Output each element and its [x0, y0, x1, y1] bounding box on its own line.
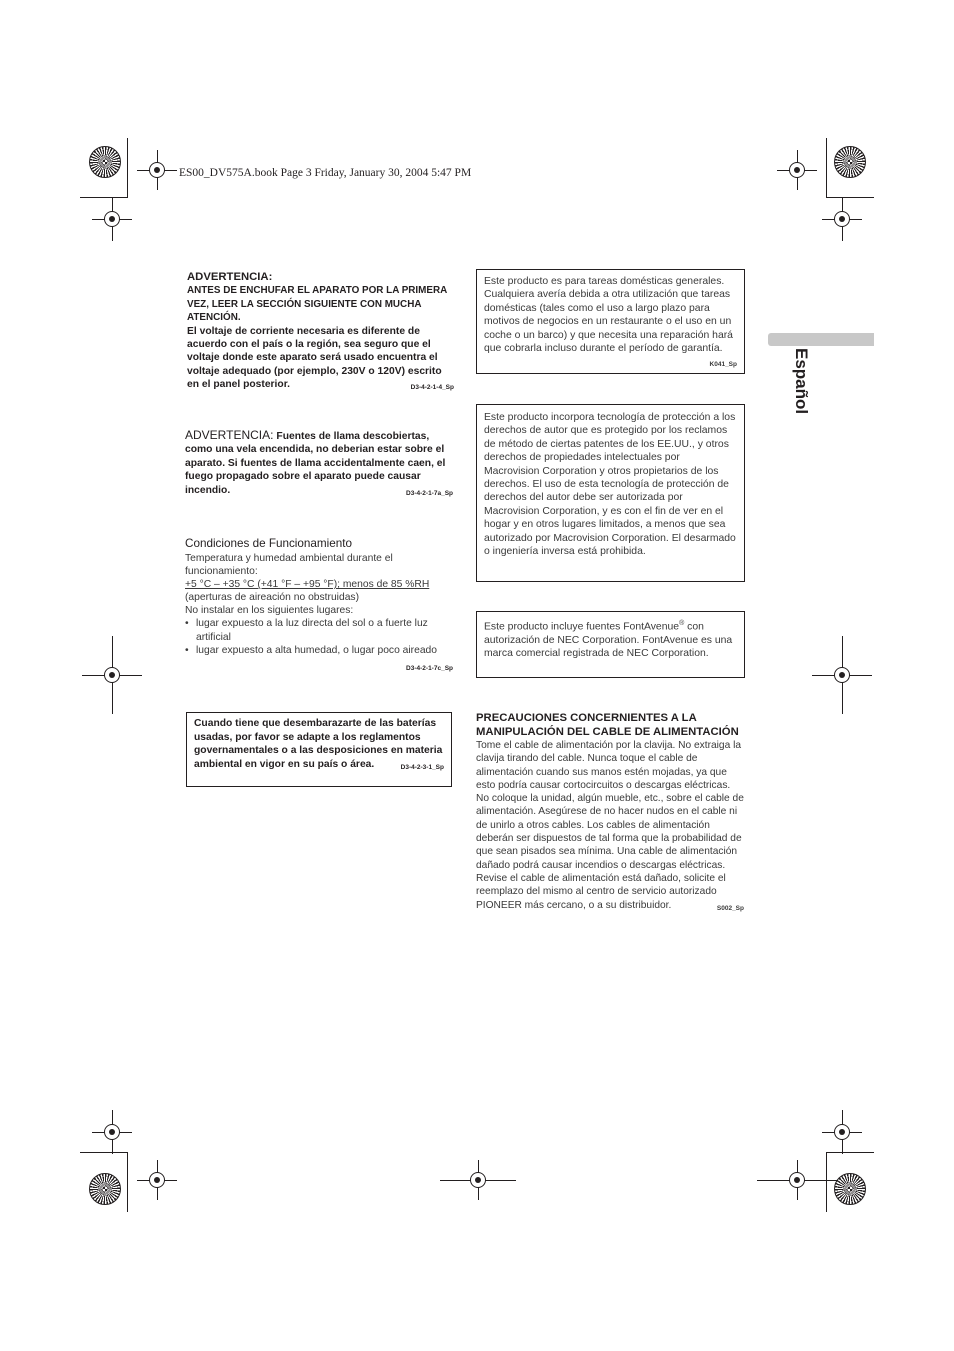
warning-body-text: Fuentes de llama descobiertas, como una vela encendida, no deberian estar sobre el aparato. Si fuentes de llama accidentalmente caen, el fuego propagado sobre el aparato puede causar incendio. — [185, 431, 446, 496]
reference-code: D3-4-2-1-7c_Sp — [406, 664, 453, 672]
reference-code: D3-4-2-1-4_Sp — [410, 384, 454, 392]
warning-voltage — [187, 271, 454, 395]
registration-crosshair-icon — [812, 636, 872, 714]
macrovision-box — [476, 404, 745, 582]
reference-code: S002_Sp — [716, 904, 744, 912]
crop-mark — [826, 138, 827, 198]
print-header: ES00_DV575A.book Page 3 Friday, January 30, 2004 5:47 PM — [179, 167, 472, 179]
registration-crosshair-icon — [822, 197, 862, 241]
print-registration-star-icon — [89, 1173, 121, 1205]
section-title: Condiciones de Funcionamiento — [185, 537, 352, 550]
reference-code: D3-4-2-1-7a_Sp — [406, 489, 453, 497]
power-cable-text: Tome el cable de alimentación por la clavija. No extraiga la clavija tirando del cable. Nunca toque el cable de alimentación cuando sus manos estén mojadas, ya que esto podría causar cortocircuitos o descargas eléctricas. No coloque la unidad, algún mueble, etc., sobre el cable de alimentación. Asegúrese de no hacer nudos en el cable ni de unirlo a otros cables. Los cables de alimentación deberán ser dispuestos de tal forma que la probabilidad de que sean pisados sea mínima. Una cable de alimentación dañado podrá causar incendios o descargas eléctricas. Revise el cable de alimentación está dañado, solicite el reemplazo del mismo al centro de servicio autorizado PIONEER más cercano, o a su distribuidor. S002_Sp — [476, 739, 744, 912]
warning-body-text: El voltaje de corriente necesaria es diferente de acuerdo con el país o la región, sea seguro que el voltaje donde este aparato será usado encuentra el voltaje adequado (por ejemplo, 230V o 120V) escrito en el panel posterior. D3-4-2-1-4_Sp — [187, 325, 454, 392]
temperature-range: +5 °C – +35 °C (+41 °F – +95 °F); menos de 85 %RH — [185, 579, 430, 591]
power-cable-precautions — [476, 711, 744, 915]
registration-crosshair-icon — [757, 1160, 837, 1200]
list-item: • lugar expuesto a la luz directa del sol o a fuerte luz artificial — [185, 617, 453, 643]
operating-conditions — [185, 537, 453, 675]
registration-crosshair-icon — [137, 1160, 177, 1200]
language-tab — [768, 333, 874, 346]
reference-code: K041_Sp — [709, 361, 737, 369]
batteries-notice-box — [186, 712, 452, 787]
domestic-use-text: Este producto es para tareas domésticas generales. Cualquiera avería debida a otra utilización que tareas domésticas (tales como el uso a largo plazo para motivos de negocios en un restaurante o el uso en un coche o un barco) y que necesita una reparación hará que cobrarla incluso durante el período de garantía. K041_Sp — [484, 275, 737, 355]
print-registration-star-icon — [89, 146, 121, 178]
macrovision-text: Este producto incorpora tecnología de protección a los derechos de autor que es protegido por los reclamos de método de ciertas patentes de los EE.UU., y otros derechos de propiedades intelectuales por Macrovision Corporation y otros propietarios de los derechos. El uso de esta tecnología de protección de derechos del autor debe ser autorizada por Macrovision Corporation, y es con el fin de ver en el hogar y en otros lugares limitados, a menos que sea autorizado por Macrovision Corporation. El desarmado o ingeniería inversa está prohibida. — [484, 412, 736, 558]
registration-crosshair-icon — [92, 1110, 132, 1154]
conditions-text: (aperturas de aireación no obstruidas) — [185, 592, 360, 604]
registration-crosshair-icon — [440, 1160, 516, 1200]
registration-crosshair-icon — [822, 1110, 862, 1154]
registration-crosshair-icon — [137, 150, 177, 190]
fontavenue-text: Este producto incluye fuentes FontAvenue® con autorización de NEC Corporation. FontAvenue es una marca comercial registrada de NEC Corporation. — [484, 620, 733, 660]
warning-caps-text: ANTES DE ENCHUFAR EL APARATO POR LA PRIMERA VEZ, LEER LA SECCIÓN SIGUIENTE CON MUCHA ATENCIÓN. — [187, 285, 447, 324]
crop-mark — [127, 138, 128, 198]
print-registration-star-icon — [834, 1173, 866, 1205]
conditions-text: No instalar en los siguientes lugares: — [185, 605, 354, 617]
conditions-text: Temperatura y humedad ambiental durante el funcionamiento: — [185, 553, 393, 578]
locations-list — [185, 617, 453, 656]
fontavenue-box — [476, 611, 745, 678]
batteries-notice-text: Cuando tiene que desembarazarte de las baterías usadas, por favor se adapte a los reglamentos governamentales o a las desposiciones en materia ambiental en vigor en su país o área. D3-4-2-3-1_Sp — [194, 717, 444, 771]
warning-flames — [185, 429, 453, 500]
warning-title: ADVERTENCIA: — [185, 428, 274, 442]
section-title: PRECAUCIONES CONCERNIENTES A LA MANIPULACIÓN DEL CABLE DE ALIMENTACIÓN — [476, 712, 739, 738]
language-tab-label: Español — [792, 348, 811, 415]
registration-crosshair-icon — [82, 636, 142, 714]
registration-crosshair-icon — [777, 150, 817, 190]
list-item: • lugar expuesto a alta humedad, o lugar poco aireado — [185, 644, 453, 657]
domestic-use-box — [476, 269, 745, 374]
reference-code: D3-4-2-3-1_Sp — [400, 763, 444, 771]
warning-title: ADVERTENCIA: — [187, 271, 273, 283]
crop-mark — [127, 1152, 128, 1212]
registration-crosshair-icon — [92, 197, 132, 241]
print-registration-star-icon — [834, 146, 866, 178]
